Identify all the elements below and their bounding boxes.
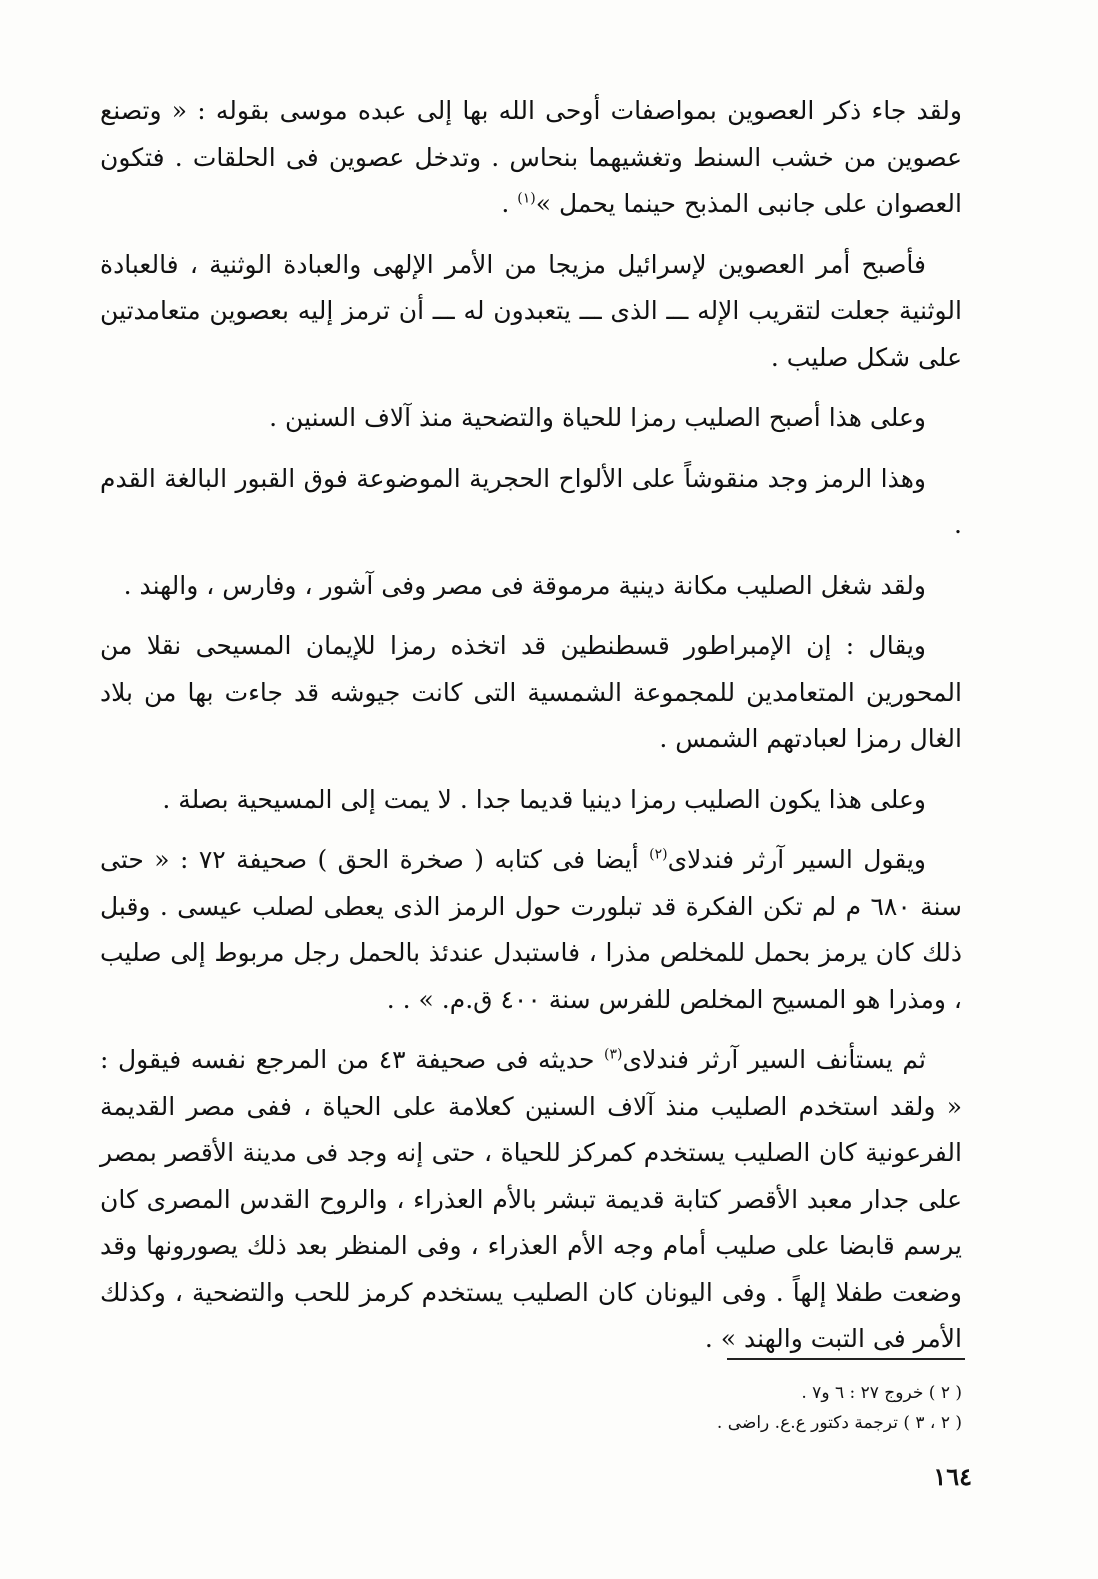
- paragraph-2-text: فأصبح أمر العصوين لإسرائيل مزيجا من الأمر الإلهى والعبادة الوثنية ، فالعبادة الوثنية جعلت لتقريب الإله ـــ الذى ـــ يتعبدون له ـــ أن ترمز إليه بعصوين متعامدتين على شكل صليب .: [100, 249, 962, 372]
- paragraph-4-text: وهذا الرمز وجد منقوشاً على الألواح الحجرية الموضوعة فوق القبور البالغة القدم .: [100, 463, 962, 539]
- paragraph-3: [100, 395, 962, 442]
- paragraph-8-tail: أيضا فى كتابه ( صخرة الحق ) صحيفة ٧٢ : « حتى سنة ٦٨٠ م لم تكن الفكرة قد تبلورت حول الرمز الذى يعطى لصلب عيسى . وقبل ذلك كان يرمز بحمل للمخلص مذرا ، فاستبدل عندئذ بالحمل رجل مربوط إلى صليب ، ومذرا هو المسيح المخلص للفرس سنة ٤٠٠ ق.م. » . .: [100, 845, 963, 1014]
- paragraph-3-text: وعلى هذا أصبح الصليب رمزا للحياة والتضحية منذ آلاف السنين .: [269, 403, 926, 432]
- footnote-ref-3: (٣): [604, 1046, 623, 1063]
- paragraph-1: [100, 88, 962, 228]
- paragraph-1-tail: .: [501, 189, 518, 218]
- paragraph-7: [100, 777, 962, 824]
- page-number: ١٦٤: [933, 1462, 972, 1491]
- paragraph-8-text: ويقول السير آرثر فندلاى: [667, 845, 926, 874]
- paragraph-7-text: وعلى هذا يكون الصليب رمزا دينيا قديما جدا . لا يمت إلى المسيحية بصلة .: [162, 784, 926, 814]
- footnote-1: ( ٢ ) خروج ٢٧ : ٦ و٧ .: [801, 1383, 962, 1403]
- footnotes: [600, 1378, 962, 1438]
- footnote-2: ( ٢ ، ٣ ) ترجمة دكتور ع.ع. راضى .: [716, 1413, 962, 1433]
- paragraph-2: [100, 242, 962, 382]
- footnote-divider: [727, 1358, 965, 1360]
- paragraph-1-text: ولقد جاء ذكر العصوين بمواصفات أوحى الله بها إلى عبده موسى بقوله : « وتصنع عصوين من خشب السنط وتغشيهما بنحاس . وتدخل عصوين فى الحلقات . فتكون العصوان على جانبى المذبح حينما يحمل »: [100, 96, 962, 218]
- footnote-ref-2: (٢): [649, 846, 668, 863]
- paragraph-8: [100, 837, 962, 1023]
- paragraph-6-text: ويقال : إن الإمبراطور قسطنطين قد اتخذه رمزا للإيمان المسيحى نقلا من المحورين المتعامدين للمجموعة الشمسية التى كانت جيوشه قد جاءت بها من بلاد الغال رمزا لعبادتهم الشمس .: [100, 631, 962, 753]
- paragraph-4: [100, 456, 962, 549]
- paragraph-6: [100, 623, 962, 763]
- paragraph-9-tail: حديثه فى صحيفة ٤٣ من المرجع نفسه فيقول : « ولقد استخدم الصليب منذ آلاف السنين كعلامة على الحياة ، ففى مصر القديمة الفرعونية كان الصليب يستخدم كمركز للحياة ، حتى إنه وجد فى مدينة الأقصر بمصر على جدار معبد الأقصر كتابة قديمة تبشر بالأم العذراء ، والروح القدس المصرى كان يرسم قابضا على صليب أمام وجه الأم العذراء ، وفى المنظر بعد ذلك يصورونها وقد وضعت طفلا إلهاً . وفى اليونان كان الصليب يستخدم كرمز للحب والتضحية ، وكذلك الأمر فى التبت والهند » .: [100, 1045, 962, 1353]
- paragraph-9-text: ثم يستأنف السير آرثر فندلاى: [622, 1045, 926, 1074]
- body-text: [100, 88, 962, 1377]
- footnote-ref-1: (١): [517, 190, 536, 207]
- paragraph-9: [100, 1037, 962, 1363]
- paragraph-5: [100, 563, 962, 610]
- paragraph-5-text: ولقد شغل الصليب مكانة دينية مرموقة فى مصر وفى آشور ، وفارس ، والهند .: [123, 570, 926, 600]
